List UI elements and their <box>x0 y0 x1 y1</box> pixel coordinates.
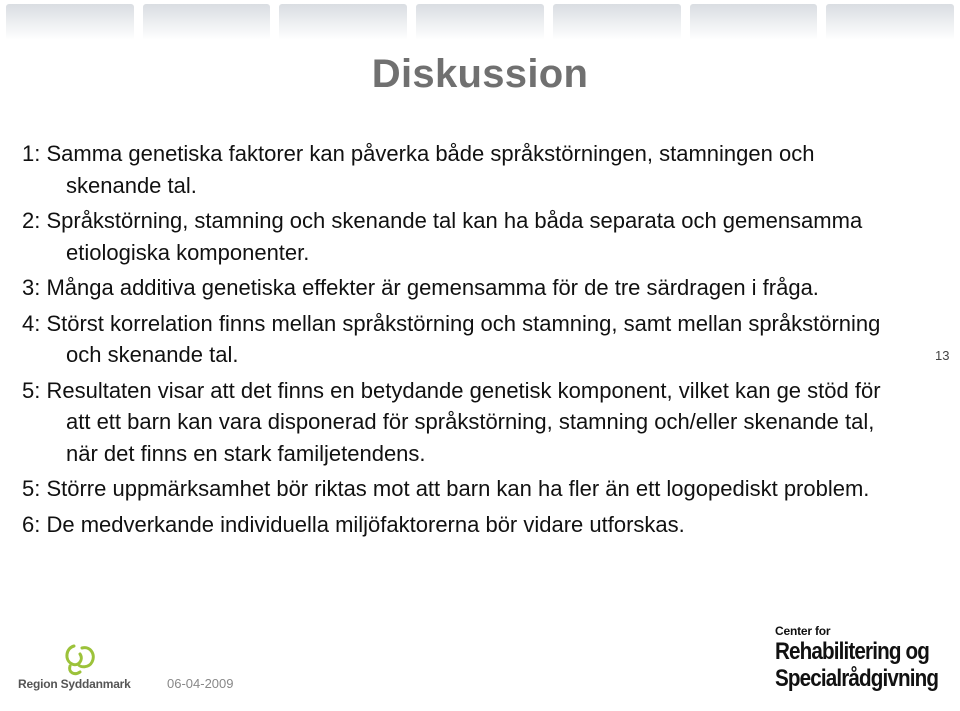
list-item: 2: Språkstörning, stamning och skenande tal kan ha båda separata och gemensamma etiologiska komponenter. <box>22 208 863 265</box>
list-item: 6: De medverkande individuella miljöfaktorerna bör vidare utforskas. <box>22 511 685 537</box>
list-item: 1: Samma genetiska faktorer kan påverka både språkstörningen, stamningen och skenande tal. <box>22 141 815 198</box>
header-segment <box>826 4 954 40</box>
region-syddanmark-logo-text: Region Syddanmark <box>18 677 131 691</box>
list-item: 5: Resultaten visar att det finns en betydande genetisk komponent, vilket kan ge stöd för att ett barn kan vara disponerad för språkstörning, stamning och/eller skenande tal, när det finns en stark familjetendens. <box>22 377 881 466</box>
header-segment <box>6 4 134 40</box>
slide-number: 13 <box>935 348 950 363</box>
center-logo-line1: Center for <box>775 624 831 638</box>
center-logo-line3: Specialrådgivning <box>775 665 939 692</box>
slide-title: Diskussion <box>371 52 589 96</box>
discussion-list <box>22 138 902 544</box>
header-segment <box>416 4 544 40</box>
list-item: 4: Störst korrelation finns mellan språkstörning och stamning, samt mellan språkstörning och skenande tal. <box>22 310 881 367</box>
footer-date: 06-04-2009 <box>167 676 234 691</box>
center-logo-line2: Rehabilitering og <box>775 638 929 665</box>
header-segment <box>143 4 271 40</box>
header-decoration-bar <box>0 0 960 42</box>
list-item: 3: Många additiva genetiska effekter är gemensamma för de tre särdragen i fråga. <box>22 275 819 300</box>
header-segment <box>279 4 407 40</box>
header-segment <box>690 4 818 40</box>
header-segment <box>553 4 681 40</box>
center-logo <box>775 624 960 692</box>
list-item: 5: Större uppmärksamhet bör riktas mot att barn kan ha fler än ett logopediskt problem. <box>22 476 870 501</box>
